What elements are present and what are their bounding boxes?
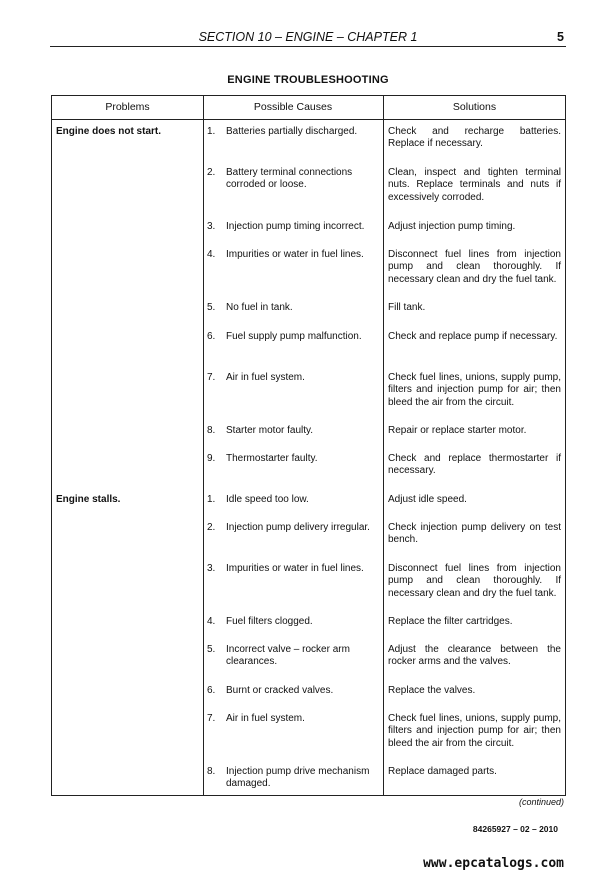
table-header-row [52, 96, 565, 120]
possible-cause [207, 425, 379, 437]
possible-cause [207, 249, 379, 261]
cause-number: 9. [207, 453, 216, 464]
solution-text: Check fuel lines, unions, supply pump, filters and injection pump for air; then bleed the air from the circuit. [388, 713, 561, 749]
solution-text: Replace the filter cartridges. [388, 616, 513, 627]
possible-cause [207, 126, 379, 138]
possible-cause [207, 616, 379, 628]
cause-text: Fuel filters clogged. [226, 616, 313, 627]
cause-text: Incorrect valve – rocker arm clearances. [226, 644, 350, 668]
solution-text: Check and replace pump if necessary. [388, 331, 558, 342]
cause-number: 1. [207, 126, 216, 137]
cause-number: 1. [207, 494, 216, 505]
cause-number: 5. [207, 644, 216, 655]
cause-number: 8. [207, 425, 216, 436]
column-header-solutions: Solutions [452, 101, 497, 113]
cause-text: No fuel in tank. [226, 302, 293, 313]
cause-number: 4. [207, 616, 216, 627]
solution-text: Replace damaged parts. [388, 766, 497, 777]
document-title: ENGINE TROUBLESHOOTING [227, 74, 389, 86]
cause-number: 2. [207, 167, 216, 178]
cause-text: Fuel supply pump malfunction. [226, 331, 362, 342]
column-divider [383, 96, 384, 795]
column-header-causes: Possible Causes [253, 101, 333, 113]
column-divider [203, 96, 204, 795]
cause-number: 8. [207, 766, 216, 777]
possible-cause [207, 453, 379, 465]
cause-text: Injection pump drive mechanism damaged. [226, 766, 370, 790]
cause-text: Air in fuel system. [226, 372, 305, 383]
solution-text: Check injection pump delivery on test bench. [388, 522, 561, 546]
possible-cause [207, 372, 379, 384]
solution-text: Disconnect fuel lines from injection pump and clean thoroughly. If necessary clean and dry the fuel tank. [388, 563, 561, 599]
possible-cause [207, 766, 379, 791]
watermark: www.epcatalogs.com [423, 856, 564, 871]
solution-text: Adjust the clearance between the rocker arms and the valves. [388, 644, 561, 668]
page-header [50, 30, 566, 47]
solution-text: Adjust injection pump timing. [388, 221, 516, 232]
cause-text: Injection pump delivery irregular. [226, 522, 370, 533]
possible-cause [207, 331, 379, 343]
possible-cause [207, 713, 379, 725]
problem-label: Engine stalls. [56, 494, 121, 505]
document-number: 84265927 – 02 – 2010 [472, 824, 558, 834]
possible-cause [207, 221, 379, 233]
cause-number: 7. [207, 713, 216, 724]
cause-text: Starter motor faulty. [226, 425, 314, 436]
cause-number: 6. [207, 685, 216, 696]
possible-cause [207, 522, 379, 534]
cause-number: 5. [207, 302, 216, 313]
cause-text: Air in fuel system. [226, 713, 305, 724]
possible-cause [207, 644, 379, 669]
solution-text: Replace the valves. [388, 685, 476, 696]
possible-cause [207, 685, 379, 697]
solution-text: Fill tank. [388, 302, 426, 313]
continued-note: (continued) [518, 797, 564, 807]
cause-text: Thermostarter faulty. [226, 453, 318, 464]
cause-text: Idle speed too low. [226, 494, 309, 505]
cause-text: Battery terminal connections corroded or loose. [226, 167, 353, 191]
possible-cause [207, 167, 379, 192]
cause-text: Burnt or cracked valves. [226, 685, 334, 696]
solution-text: Disconnect fuel lines from injection pump and clean thoroughly. If necessary clean and dry the fuel tank. [388, 249, 561, 285]
solution-text: Repair or replace starter motor. [388, 425, 527, 436]
cause-number: 3. [207, 563, 216, 574]
solution-text: Check fuel lines, unions, supply pump, filters and injection pump for air; then bleed the air from the circuit. [388, 372, 561, 408]
possible-cause [207, 563, 379, 575]
cause-text: Batteries partially discharged. [226, 126, 358, 137]
cause-text: Impurities or water in fuel lines. [226, 563, 364, 574]
solution-text: Check and replace thermostarter if necessary. [388, 453, 561, 477]
troubleshooting-table [51, 95, 566, 796]
page-number: 5 [557, 30, 564, 44]
solution-text: Adjust idle speed. [388, 494, 467, 505]
cause-text: Impurities or water in fuel lines. [226, 249, 364, 260]
cause-number: 2. [207, 522, 216, 533]
solution-text: Check and recharge batteries. Replace if necessary. [388, 126, 561, 150]
problem-label: Engine does not start. [56, 126, 162, 137]
cause-number: 6. [207, 331, 216, 342]
cause-number: 4. [207, 249, 216, 260]
section-title: SECTION 10 – ENGINE – CHAPTER 1 [198, 30, 418, 44]
possible-cause [207, 302, 379, 314]
possible-cause [207, 494, 379, 506]
cause-text: Injection pump timing incorrect. [226, 221, 365, 232]
column-header-problems: Problems [105, 101, 150, 113]
cause-number: 7. [207, 372, 216, 383]
cause-number: 3. [207, 221, 216, 232]
solution-text: Clean, inspect and tighten terminal nuts. Replace terminals and nuts if excessively corroded. [388, 167, 561, 203]
